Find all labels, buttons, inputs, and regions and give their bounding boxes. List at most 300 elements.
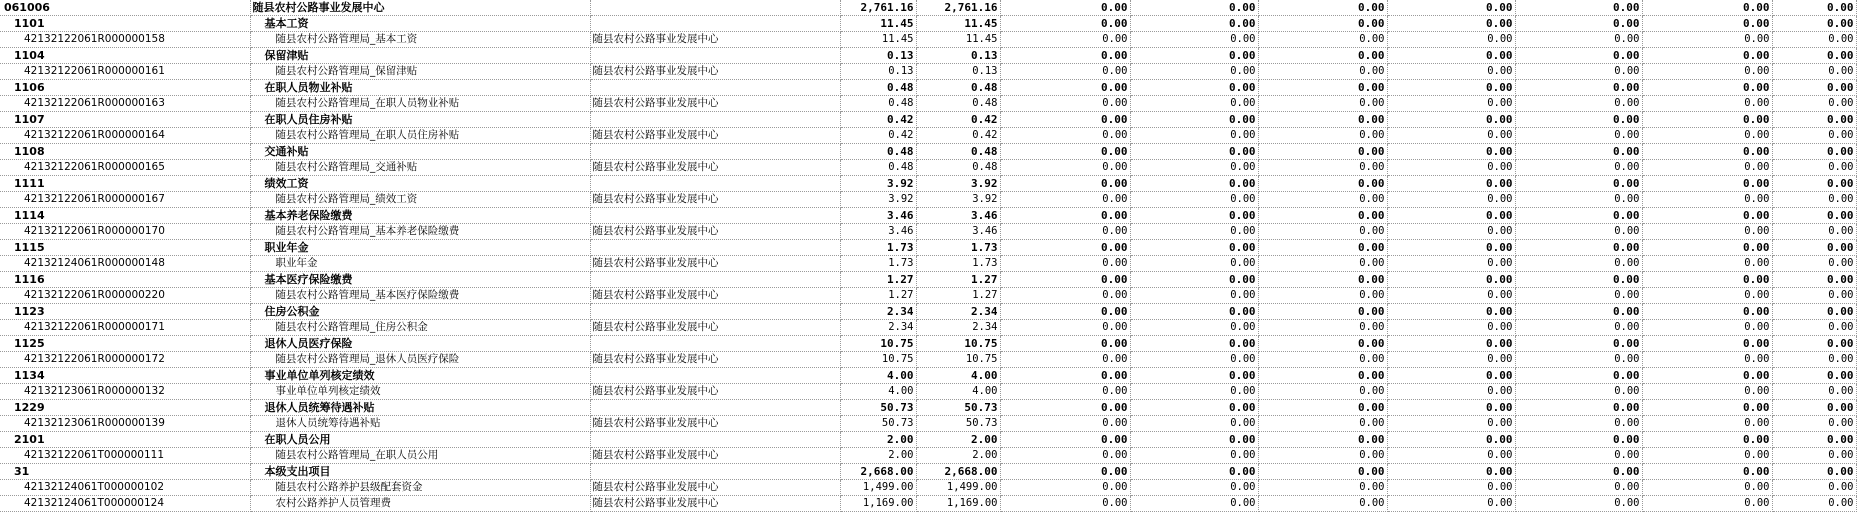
table-row[interactable] xyxy=(0,128,1856,144)
row-amount: 2.00 xyxy=(916,432,1000,448)
row-unit: 随县农村公路事业发展中心 xyxy=(590,416,840,432)
row-zero-cell: 0.00 xyxy=(1642,336,1772,352)
row-code: 1101 xyxy=(0,16,250,32)
row-zero-cell: 0.00 xyxy=(1000,96,1130,112)
row-zero-cell: 0.00 xyxy=(1515,464,1642,480)
row-name: 随县农村公路管理局_在职人员公用 xyxy=(250,448,590,464)
row-zero-cell: 0.00 xyxy=(1387,384,1515,400)
row-zero-cell: 0.00 xyxy=(1642,144,1772,160)
table-row[interactable] xyxy=(0,224,1856,240)
row-zero-cell: 0.00 xyxy=(1772,256,1856,272)
row-zero-cell: 0.00 xyxy=(1642,400,1772,416)
table-row[interactable] xyxy=(0,432,1856,448)
table-row[interactable] xyxy=(0,368,1856,384)
table-row[interactable] xyxy=(0,48,1856,64)
row-name: 退休人员医疗保险 xyxy=(250,336,590,352)
row-zero-cell: 0.00 xyxy=(1387,352,1515,368)
row-zero-cell: 0.00 xyxy=(1000,288,1130,304)
row-zero-cell: 0.00 xyxy=(1130,96,1258,112)
row-code: 1123 xyxy=(0,304,250,320)
row-code: 42132123061R000000132 xyxy=(0,384,250,400)
row-zero-cell: 0.00 xyxy=(1130,416,1258,432)
row-code: 42132122061R000000163 xyxy=(0,96,250,112)
row-unit xyxy=(590,432,840,448)
row-zero-cell: 0.00 xyxy=(1515,400,1642,416)
row-unit: 随县农村公路事业发展中心 xyxy=(590,128,840,144)
table-row[interactable] xyxy=(0,256,1856,272)
row-amount: 2.00 xyxy=(916,448,1000,464)
row-zero-cell: 0.00 xyxy=(1772,480,1856,496)
row-total: 2.34 xyxy=(840,320,916,336)
row-zero-cell: 0.00 xyxy=(1130,192,1258,208)
row-zero-cell: 0.00 xyxy=(1642,368,1772,384)
row-amount: 1,169.00 xyxy=(916,496,1000,512)
row-zero-cell: 0.00 xyxy=(1642,160,1772,176)
row-unit xyxy=(590,368,840,384)
row-name: 随县农村公路管理局_在职人员住房补贴 xyxy=(250,128,590,144)
row-total: 50.73 xyxy=(840,400,916,416)
row-zero-cell: 0.00 xyxy=(1515,224,1642,240)
row-zero-cell: 0.00 xyxy=(1000,32,1130,48)
row-zero-cell: 0.00 xyxy=(1130,496,1258,512)
row-zero-cell: 0.00 xyxy=(1000,160,1130,176)
row-name: 随县农村公路管理局_退休人员医疗保险 xyxy=(250,352,590,368)
row-unit xyxy=(590,48,840,64)
row-zero-cell: 0.00 xyxy=(1258,192,1387,208)
row-zero-cell: 0.00 xyxy=(1387,288,1515,304)
row-zero-cell: 0.00 xyxy=(1258,368,1387,384)
row-code: 42132122061R000000172 xyxy=(0,352,250,368)
row-amount: 4.00 xyxy=(916,368,1000,384)
row-zero-cell: 0.00 xyxy=(1515,64,1642,80)
table-row[interactable] xyxy=(0,352,1856,368)
row-zero-cell: 0.00 xyxy=(1387,368,1515,384)
row-zero-cell: 0.00 xyxy=(1772,464,1856,480)
table-row[interactable] xyxy=(0,496,1856,512)
row-zero-cell: 0.00 xyxy=(1130,272,1258,288)
row-zero-cell: 0.00 xyxy=(1130,48,1258,64)
row-zero-cell: 0.00 xyxy=(1258,416,1387,432)
row-total: 3.46 xyxy=(840,224,916,240)
row-unit xyxy=(590,144,840,160)
row-name: 基本工资 xyxy=(250,16,590,32)
table-row[interactable] xyxy=(0,208,1856,224)
row-code: 1111 xyxy=(0,176,250,192)
row-code: 42132124061T000000124 xyxy=(0,496,250,512)
row-zero-cell: 0.00 xyxy=(1772,384,1856,400)
table-row[interactable] xyxy=(0,448,1856,464)
row-zero-cell: 0.00 xyxy=(1387,208,1515,224)
table-row[interactable] xyxy=(0,64,1856,80)
row-name: 住房公积金 xyxy=(250,304,590,320)
row-zero-cell: 0.00 xyxy=(1387,16,1515,32)
row-zero-cell: 0.00 xyxy=(1772,416,1856,432)
row-zero-cell: 0.00 xyxy=(1772,48,1856,64)
row-zero-cell: 0.00 xyxy=(1130,384,1258,400)
row-unit xyxy=(590,336,840,352)
row-total: 0.42 xyxy=(840,128,916,144)
row-zero-cell: 0.00 xyxy=(1258,288,1387,304)
row-zero-cell: 0.00 xyxy=(1130,336,1258,352)
row-amount: 50.73 xyxy=(916,400,1000,416)
row-name: 退休人员统筹待遇补贴 xyxy=(250,400,590,416)
row-zero-cell: 0.00 xyxy=(1515,240,1642,256)
row-total: 3.46 xyxy=(840,208,916,224)
row-unit xyxy=(590,16,840,32)
row-zero-cell: 0.00 xyxy=(1258,304,1387,320)
table-row[interactable] xyxy=(0,288,1856,304)
row-name: 事业单位单列核定绩效 xyxy=(250,368,590,384)
row-code: 42132122061R000000220 xyxy=(0,288,250,304)
row-zero-cell: 0.00 xyxy=(1258,432,1387,448)
row-zero-cell: 0.00 xyxy=(1642,272,1772,288)
table-row[interactable] xyxy=(0,16,1856,32)
row-zero-cell: 0.00 xyxy=(1515,384,1642,400)
row-zero-cell: 0.00 xyxy=(1772,96,1856,112)
row-unit xyxy=(590,208,840,224)
row-zero-cell: 0.00 xyxy=(1000,416,1130,432)
row-total: 10.75 xyxy=(840,352,916,368)
row-code: 2101 xyxy=(0,432,250,448)
row-zero-cell: 0.00 xyxy=(1387,336,1515,352)
row-zero-cell: 0.00 xyxy=(1258,208,1387,224)
row-code: 42132122061R000000161 xyxy=(0,64,250,80)
row-zero-cell: 0.00 xyxy=(1642,16,1772,32)
row-name: 随县农村公路管理局_在职人员物业补贴 xyxy=(250,96,590,112)
row-unit: 随县农村公路事业发展中心 xyxy=(590,448,840,464)
row-zero-cell: 0.00 xyxy=(1772,16,1856,32)
row-name: 随县农村公路养护县级配套资金 xyxy=(250,480,590,496)
row-name: 基本养老保险缴费 xyxy=(250,208,590,224)
row-unit xyxy=(590,0,840,16)
row-zero-cell: 0.00 xyxy=(1000,112,1130,128)
table-row[interactable] xyxy=(0,464,1856,480)
table-row[interactable] xyxy=(0,416,1856,432)
row-zero-cell: 0.00 xyxy=(1000,256,1130,272)
table-row[interactable] xyxy=(0,384,1856,400)
row-amount: 0.48 xyxy=(916,80,1000,96)
table-row[interactable] xyxy=(0,96,1856,112)
row-amount: 0.48 xyxy=(916,96,1000,112)
row-total: 2,761.16 xyxy=(840,0,916,16)
row-name: 随县农村公路事业发展中心 xyxy=(250,0,590,16)
row-total: 11.45 xyxy=(840,16,916,32)
row-zero-cell: 0.00 xyxy=(1258,16,1387,32)
row-amount: 1,499.00 xyxy=(916,480,1000,496)
row-zero-cell: 0.00 xyxy=(1387,496,1515,512)
row-zero-cell: 0.00 xyxy=(1515,112,1642,128)
row-zero-cell: 0.00 xyxy=(1258,48,1387,64)
row-code: 42132122061R000000165 xyxy=(0,160,250,176)
row-total: 1.73 xyxy=(840,256,916,272)
row-zero-cell: 0.00 xyxy=(1258,96,1387,112)
row-zero-cell: 0.00 xyxy=(1772,448,1856,464)
row-total: 1.27 xyxy=(840,288,916,304)
row-zero-cell: 0.00 xyxy=(1642,496,1772,512)
row-name: 随县农村公路管理局_绩效工资 xyxy=(250,192,590,208)
row-unit: 随县农村公路事业发展中心 xyxy=(590,32,840,48)
row-code: 42132122061R000000171 xyxy=(0,320,250,336)
row-zero-cell: 0.00 xyxy=(1772,224,1856,240)
row-zero-cell: 0.00 xyxy=(1515,80,1642,96)
row-unit: 随县农村公路事业发展中心 xyxy=(590,192,840,208)
row-name: 职业年金 xyxy=(250,240,590,256)
row-zero-cell: 0.00 xyxy=(1642,112,1772,128)
table-row[interactable] xyxy=(0,240,1856,256)
row-amount: 50.73 xyxy=(916,416,1000,432)
row-zero-cell: 0.00 xyxy=(1130,320,1258,336)
row-zero-cell: 0.00 xyxy=(1772,176,1856,192)
row-code: 1106 xyxy=(0,80,250,96)
row-name: 随县农村公路管理局_基本医疗保险缴费 xyxy=(250,288,590,304)
row-zero-cell: 0.00 xyxy=(1387,176,1515,192)
row-zero-cell: 0.00 xyxy=(1258,224,1387,240)
row-zero-cell: 0.00 xyxy=(1515,176,1642,192)
row-zero-cell: 0.00 xyxy=(1000,384,1130,400)
row-zero-cell: 0.00 xyxy=(1387,112,1515,128)
row-zero-cell: 0.00 xyxy=(1387,272,1515,288)
row-zero-cell: 0.00 xyxy=(1258,144,1387,160)
row-zero-cell: 0.00 xyxy=(1515,416,1642,432)
row-amount: 0.48 xyxy=(916,160,1000,176)
row-zero-cell: 0.00 xyxy=(1642,96,1772,112)
row-zero-cell: 0.00 xyxy=(1387,416,1515,432)
row-zero-cell: 0.00 xyxy=(1130,464,1258,480)
row-zero-cell: 0.00 xyxy=(1000,64,1130,80)
row-zero-cell: 0.00 xyxy=(1642,416,1772,432)
row-code: 1115 xyxy=(0,240,250,256)
row-zero-cell: 0.00 xyxy=(1642,352,1772,368)
row-total: 3.92 xyxy=(840,176,916,192)
row-amount: 1.73 xyxy=(916,240,1000,256)
table-row[interactable] xyxy=(0,400,1856,416)
row-code: 1116 xyxy=(0,272,250,288)
table-row[interactable] xyxy=(0,272,1856,288)
row-zero-cell: 0.00 xyxy=(1642,448,1772,464)
row-total: 1.27 xyxy=(840,272,916,288)
row-total: 2.00 xyxy=(840,432,916,448)
row-zero-cell: 0.00 xyxy=(1387,432,1515,448)
row-zero-cell: 0.00 xyxy=(1642,432,1772,448)
row-amount: 2.34 xyxy=(916,304,1000,320)
row-zero-cell: 0.00 xyxy=(1642,128,1772,144)
row-unit xyxy=(590,240,840,256)
row-zero-cell: 0.00 xyxy=(1387,224,1515,240)
row-zero-cell: 0.00 xyxy=(1130,400,1258,416)
row-zero-cell: 0.00 xyxy=(1000,48,1130,64)
row-zero-cell: 0.00 xyxy=(1772,112,1856,128)
row-zero-cell: 0.00 xyxy=(1515,448,1642,464)
row-zero-cell: 0.00 xyxy=(1387,32,1515,48)
row-zero-cell: 0.00 xyxy=(1130,144,1258,160)
row-code: 42132122061R000000164 xyxy=(0,128,250,144)
row-zero-cell: 0.00 xyxy=(1130,176,1258,192)
row-amount: 0.13 xyxy=(916,64,1000,80)
row-zero-cell: 0.00 xyxy=(1387,480,1515,496)
row-amount: 3.92 xyxy=(916,176,1000,192)
row-zero-cell: 0.00 xyxy=(1000,240,1130,256)
row-total: 1,499.00 xyxy=(840,480,916,496)
table-row[interactable] xyxy=(0,144,1856,160)
row-zero-cell: 0.00 xyxy=(1772,240,1856,256)
row-zero-cell: 0.00 xyxy=(1515,96,1642,112)
row-zero-cell: 0.00 xyxy=(1000,480,1130,496)
row-zero-cell: 0.00 xyxy=(1387,192,1515,208)
row-zero-cell: 0.00 xyxy=(1258,0,1387,16)
row-zero-cell: 0.00 xyxy=(1642,288,1772,304)
row-zero-cell: 0.00 xyxy=(1130,32,1258,48)
row-zero-cell: 0.00 xyxy=(1387,320,1515,336)
row-zero-cell: 0.00 xyxy=(1258,80,1387,96)
row-zero-cell: 0.00 xyxy=(1258,240,1387,256)
row-zero-cell: 0.00 xyxy=(1387,64,1515,80)
row-code: 42132124061R000000148 xyxy=(0,256,250,272)
row-zero-cell: 0.00 xyxy=(1642,0,1772,16)
table-row[interactable] xyxy=(0,304,1856,320)
row-zero-cell: 0.00 xyxy=(1000,320,1130,336)
row-code: 1104 xyxy=(0,48,250,64)
row-zero-cell: 0.00 xyxy=(1772,160,1856,176)
row-amount: 4.00 xyxy=(916,384,1000,400)
row-name: 交通补贴 xyxy=(250,144,590,160)
row-zero-cell: 0.00 xyxy=(1642,48,1772,64)
row-total: 0.48 xyxy=(840,160,916,176)
row-amount: 0.13 xyxy=(916,48,1000,64)
row-zero-cell: 0.00 xyxy=(1772,144,1856,160)
row-zero-cell: 0.00 xyxy=(1515,0,1642,16)
row-zero-cell: 0.00 xyxy=(1130,480,1258,496)
row-amount: 11.45 xyxy=(916,32,1000,48)
row-zero-cell: 0.00 xyxy=(1000,208,1130,224)
row-zero-cell: 0.00 xyxy=(1258,448,1387,464)
row-zero-cell: 0.00 xyxy=(1387,448,1515,464)
row-amount: 3.46 xyxy=(916,224,1000,240)
row-zero-cell: 0.00 xyxy=(1642,304,1772,320)
row-zero-cell: 0.00 xyxy=(1000,464,1130,480)
row-name: 随县农村公路管理局_住房公积金 xyxy=(250,320,590,336)
table-row[interactable] xyxy=(0,0,1856,16)
table-row[interactable] xyxy=(0,80,1856,96)
row-zero-cell: 0.00 xyxy=(1258,400,1387,416)
row-zero-cell: 0.00 xyxy=(1130,80,1258,96)
row-amount: 1.27 xyxy=(916,272,1000,288)
row-zero-cell: 0.00 xyxy=(1130,432,1258,448)
row-zero-cell: 0.00 xyxy=(1000,448,1130,464)
row-zero-cell: 0.00 xyxy=(1130,160,1258,176)
row-zero-cell: 0.00 xyxy=(1515,160,1642,176)
row-zero-cell: 0.00 xyxy=(1000,144,1130,160)
row-zero-cell: 0.00 xyxy=(1387,128,1515,144)
row-zero-cell: 0.00 xyxy=(1772,128,1856,144)
row-name: 随县农村公路管理局_保留津贴 xyxy=(250,64,590,80)
row-zero-cell: 0.00 xyxy=(1772,400,1856,416)
row-unit xyxy=(590,176,840,192)
row-zero-cell: 0.00 xyxy=(1515,304,1642,320)
row-name: 保留津贴 xyxy=(250,48,590,64)
row-zero-cell: 0.00 xyxy=(1000,272,1130,288)
row-code: 061006 xyxy=(0,0,250,16)
table-row[interactable] xyxy=(0,336,1856,352)
row-zero-cell: 0.00 xyxy=(1772,288,1856,304)
row-name: 绩效工资 xyxy=(250,176,590,192)
row-zero-cell: 0.00 xyxy=(1258,176,1387,192)
table-row[interactable] xyxy=(0,160,1856,176)
row-unit: 随县农村公路事业发展中心 xyxy=(590,256,840,272)
row-amount: 2.34 xyxy=(916,320,1000,336)
row-amount: 10.75 xyxy=(916,352,1000,368)
row-zero-cell: 0.00 xyxy=(1772,208,1856,224)
row-total: 4.00 xyxy=(840,384,916,400)
row-zero-cell: 0.00 xyxy=(1387,464,1515,480)
row-zero-cell: 0.00 xyxy=(1642,208,1772,224)
row-amount: 11.45 xyxy=(916,16,1000,32)
row-code: 1107 xyxy=(0,112,250,128)
row-zero-cell: 0.00 xyxy=(1258,352,1387,368)
row-zero-cell: 0.00 xyxy=(1642,64,1772,80)
row-unit: 随县农村公路事业发展中心 xyxy=(590,160,840,176)
row-unit: 随县农村公路事业发展中心 xyxy=(590,384,840,400)
row-zero-cell: 0.00 xyxy=(1642,320,1772,336)
row-zero-cell: 0.00 xyxy=(1515,256,1642,272)
row-zero-cell: 0.00 xyxy=(1642,384,1772,400)
row-unit: 随县农村公路事业发展中心 xyxy=(590,288,840,304)
table-row[interactable] xyxy=(0,176,1856,192)
row-zero-cell: 0.00 xyxy=(1130,368,1258,384)
row-zero-cell: 0.00 xyxy=(1772,192,1856,208)
row-zero-cell: 0.00 xyxy=(1000,400,1130,416)
row-zero-cell: 0.00 xyxy=(1772,352,1856,368)
row-zero-cell: 0.00 xyxy=(1772,80,1856,96)
row-zero-cell: 0.00 xyxy=(1515,128,1642,144)
row-amount: 0.42 xyxy=(916,128,1000,144)
row-zero-cell: 0.00 xyxy=(1258,32,1387,48)
row-zero-cell: 0.00 xyxy=(1515,144,1642,160)
row-unit: 随县农村公路事业发展中心 xyxy=(590,64,840,80)
table-row[interactable] xyxy=(0,32,1856,48)
row-total: 2.34 xyxy=(840,304,916,320)
row-name: 在职人员物业补贴 xyxy=(250,80,590,96)
row-name: 随县农村公路管理局_基本工资 xyxy=(250,32,590,48)
row-total: 2,668.00 xyxy=(840,464,916,480)
row-amount: 0.42 xyxy=(916,112,1000,128)
row-zero-cell: 0.00 xyxy=(1515,352,1642,368)
table-row[interactable] xyxy=(0,480,1856,496)
row-zero-cell: 0.00 xyxy=(1772,496,1856,512)
row-zero-cell: 0.00 xyxy=(1515,16,1642,32)
row-zero-cell: 0.00 xyxy=(1387,304,1515,320)
row-code: 42132122061R000000167 xyxy=(0,192,250,208)
row-zero-cell: 0.00 xyxy=(1000,224,1130,240)
row-unit xyxy=(590,80,840,96)
row-code: 1229 xyxy=(0,400,250,416)
row-zero-cell: 0.00 xyxy=(1130,304,1258,320)
row-amount: 2,761.16 xyxy=(916,0,1000,16)
row-zero-cell: 0.00 xyxy=(1642,480,1772,496)
row-total: 50.73 xyxy=(840,416,916,432)
table-row[interactable] xyxy=(0,320,1856,336)
row-code: 1114 xyxy=(0,208,250,224)
row-total: 0.48 xyxy=(840,144,916,160)
row-code: 42132123061R000000139 xyxy=(0,416,250,432)
row-zero-cell: 0.00 xyxy=(1387,240,1515,256)
row-code: 1125 xyxy=(0,336,250,352)
row-zero-cell: 0.00 xyxy=(1772,336,1856,352)
table-row[interactable] xyxy=(0,112,1856,128)
table-row[interactable] xyxy=(0,192,1856,208)
row-name: 随县农村公路管理局_交通补贴 xyxy=(250,160,590,176)
row-zero-cell: 0.00 xyxy=(1130,256,1258,272)
row-unit xyxy=(590,464,840,480)
